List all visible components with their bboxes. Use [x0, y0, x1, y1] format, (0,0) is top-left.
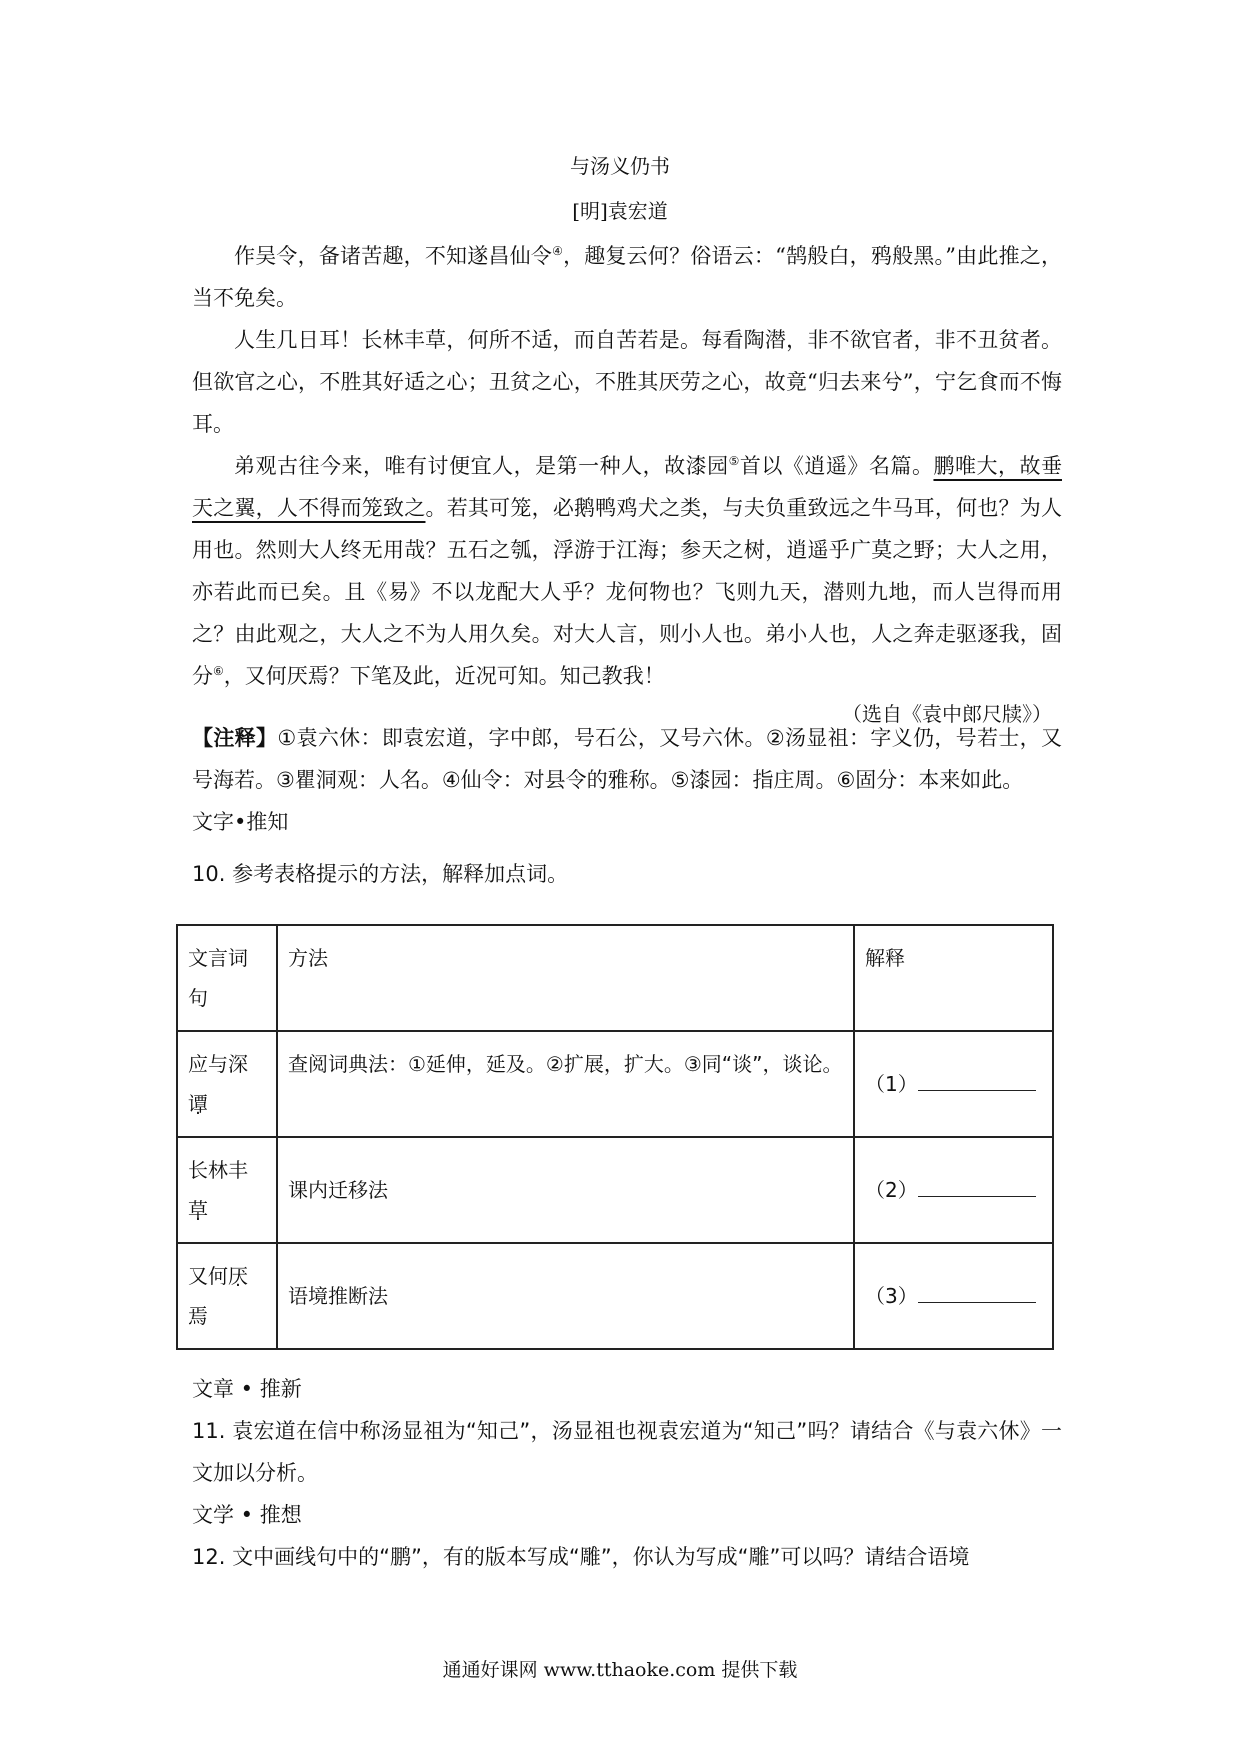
dotted-char: 厌 — [228, 1264, 248, 1288]
section-heading-article: 文章 • 推新 — [192, 1377, 302, 1401]
table-header-cell: 文言词句 — [177, 925, 277, 1031]
question-11: 11. 袁宏道在信中称汤显祖为“知己”，汤显祖也视袁宏道为“知己”吗？请结合《与袁六休》一文加以分析。 — [192, 1419, 1062, 1485]
table-row — [177, 1137, 1053, 1243]
table-cell-word: 长林丰草 — [177, 1137, 277, 1243]
dotted-char: 谭 — [188, 1092, 208, 1116]
table-cell-answer: （1） — [854, 1031, 1053, 1137]
footnote-mark: ④ — [552, 244, 564, 258]
table-header-cell: 方法 — [277, 925, 854, 1031]
table-header-cell: 解释 — [854, 925, 1053, 1031]
source-citation: （选自《袁中郎尺牍》） — [842, 702, 1052, 726]
essay-paragraph-3: 弟观古往今来，唯有讨便宜人，是第一种人，故漆园⑤首以《逍遥》名篇。鹏唯大，故垂天之翼，人不得而笼致之。若其可笼，必鹅鸭鸡犬之类，与夫负重致远之牛马耳，何也？为人用也。然则大人终无用哉？五石之瓠，浮游于江海；参天之树，逍遥乎广莫之野；大人之用，亦若此而已矣。且《易》不以龙配大人乎？龙何物也？飞则九天，潜则九地，而人岂得而用之？由此观之，大人之不为人用久矣。对大人言，则小人也。弟小人也，人之奔走驱逐我，固分⑥，又何厌焉？下笔及此，近况可知。知己教我！ — [192, 454, 1063, 688]
essay-paragraph-1: 作吴令，备诸苦趣，不知遂昌仙令④，趣复云何？俗语云：“鹄般白，鸦般黑。”由此推之，当不免矣。 — [192, 244, 1062, 310]
annotations-label: 【注释】 — [192, 726, 278, 750]
table-cell-method: 课内迁移法 — [277, 1137, 854, 1243]
table-cell-method: 语境推断法 — [277, 1243, 854, 1349]
annotations: 【注释】①袁六休：即袁宏道，字中郎，号石公，又号六休。②汤显祖：字义仍，号若士，又号海若。③瞿洞观：人名。④仙令：对县令的雅称。⑤漆园：指庄周。⑥固分：本来如此。 — [192, 726, 1063, 792]
essay-paragraph-2: 人生几日耳！长林丰草，何所不适，而自苦若是。每看陶潜，非不欲官者，非不丑贫者。但欲官之心，不胜其好适之心；丑贫之心，不胜其厌劳之心，故竟“归去来兮”，宁乞食而不悔耳。 — [192, 328, 1062, 436]
method-table — [176, 924, 1054, 1350]
underlined-sentence: 鹏唯大，故垂天之翼，人不得而笼致之 — [192, 454, 1062, 520]
essay-author: [明]袁宏道 — [572, 199, 668, 223]
question-12: 12. 文中画线句中的“鹏”，有的版本写成“雕”，你认为写成“雕”可以吗？请结合语境 — [192, 1545, 970, 1569]
table-cell-word: 应与深谭 — [177, 1031, 277, 1137]
page-footer: 通通好课网 www.tthaoke.com 提供下载 — [442, 1659, 798, 1681]
answer-blank[interactable] — [918, 1174, 1036, 1197]
table-cell-answer: （3） — [854, 1243, 1053, 1349]
answer-blank[interactable] — [918, 1068, 1036, 1091]
table-row — [177, 1243, 1053, 1349]
section-heading-literature: 文学 • 推想 — [192, 1503, 302, 1527]
question-10: 10. 参考表格提示的方法，解释加点词。 — [192, 862, 569, 886]
table-cell-method: 查阅词典法：①延伸，延及。②扩展，扩大。③同“谈”，谈论。 — [277, 1031, 854, 1137]
answer-blank[interactable] — [918, 1280, 1036, 1303]
table-cell-word: 又何厌焉 — [177, 1243, 277, 1349]
essay-title: 与汤义仍书 — [570, 154, 670, 178]
table-row — [177, 1031, 1053, 1137]
table-cell-answer: （2） — [854, 1137, 1053, 1243]
table-header-row — [177, 925, 1053, 1031]
footnote-mark: ⑥ — [213, 664, 224, 678]
dotted-char: 草 — [188, 1198, 208, 1222]
footnote-mark: ⑤ — [728, 454, 740, 468]
section-heading-words: 文字•推知 — [192, 810, 289, 834]
